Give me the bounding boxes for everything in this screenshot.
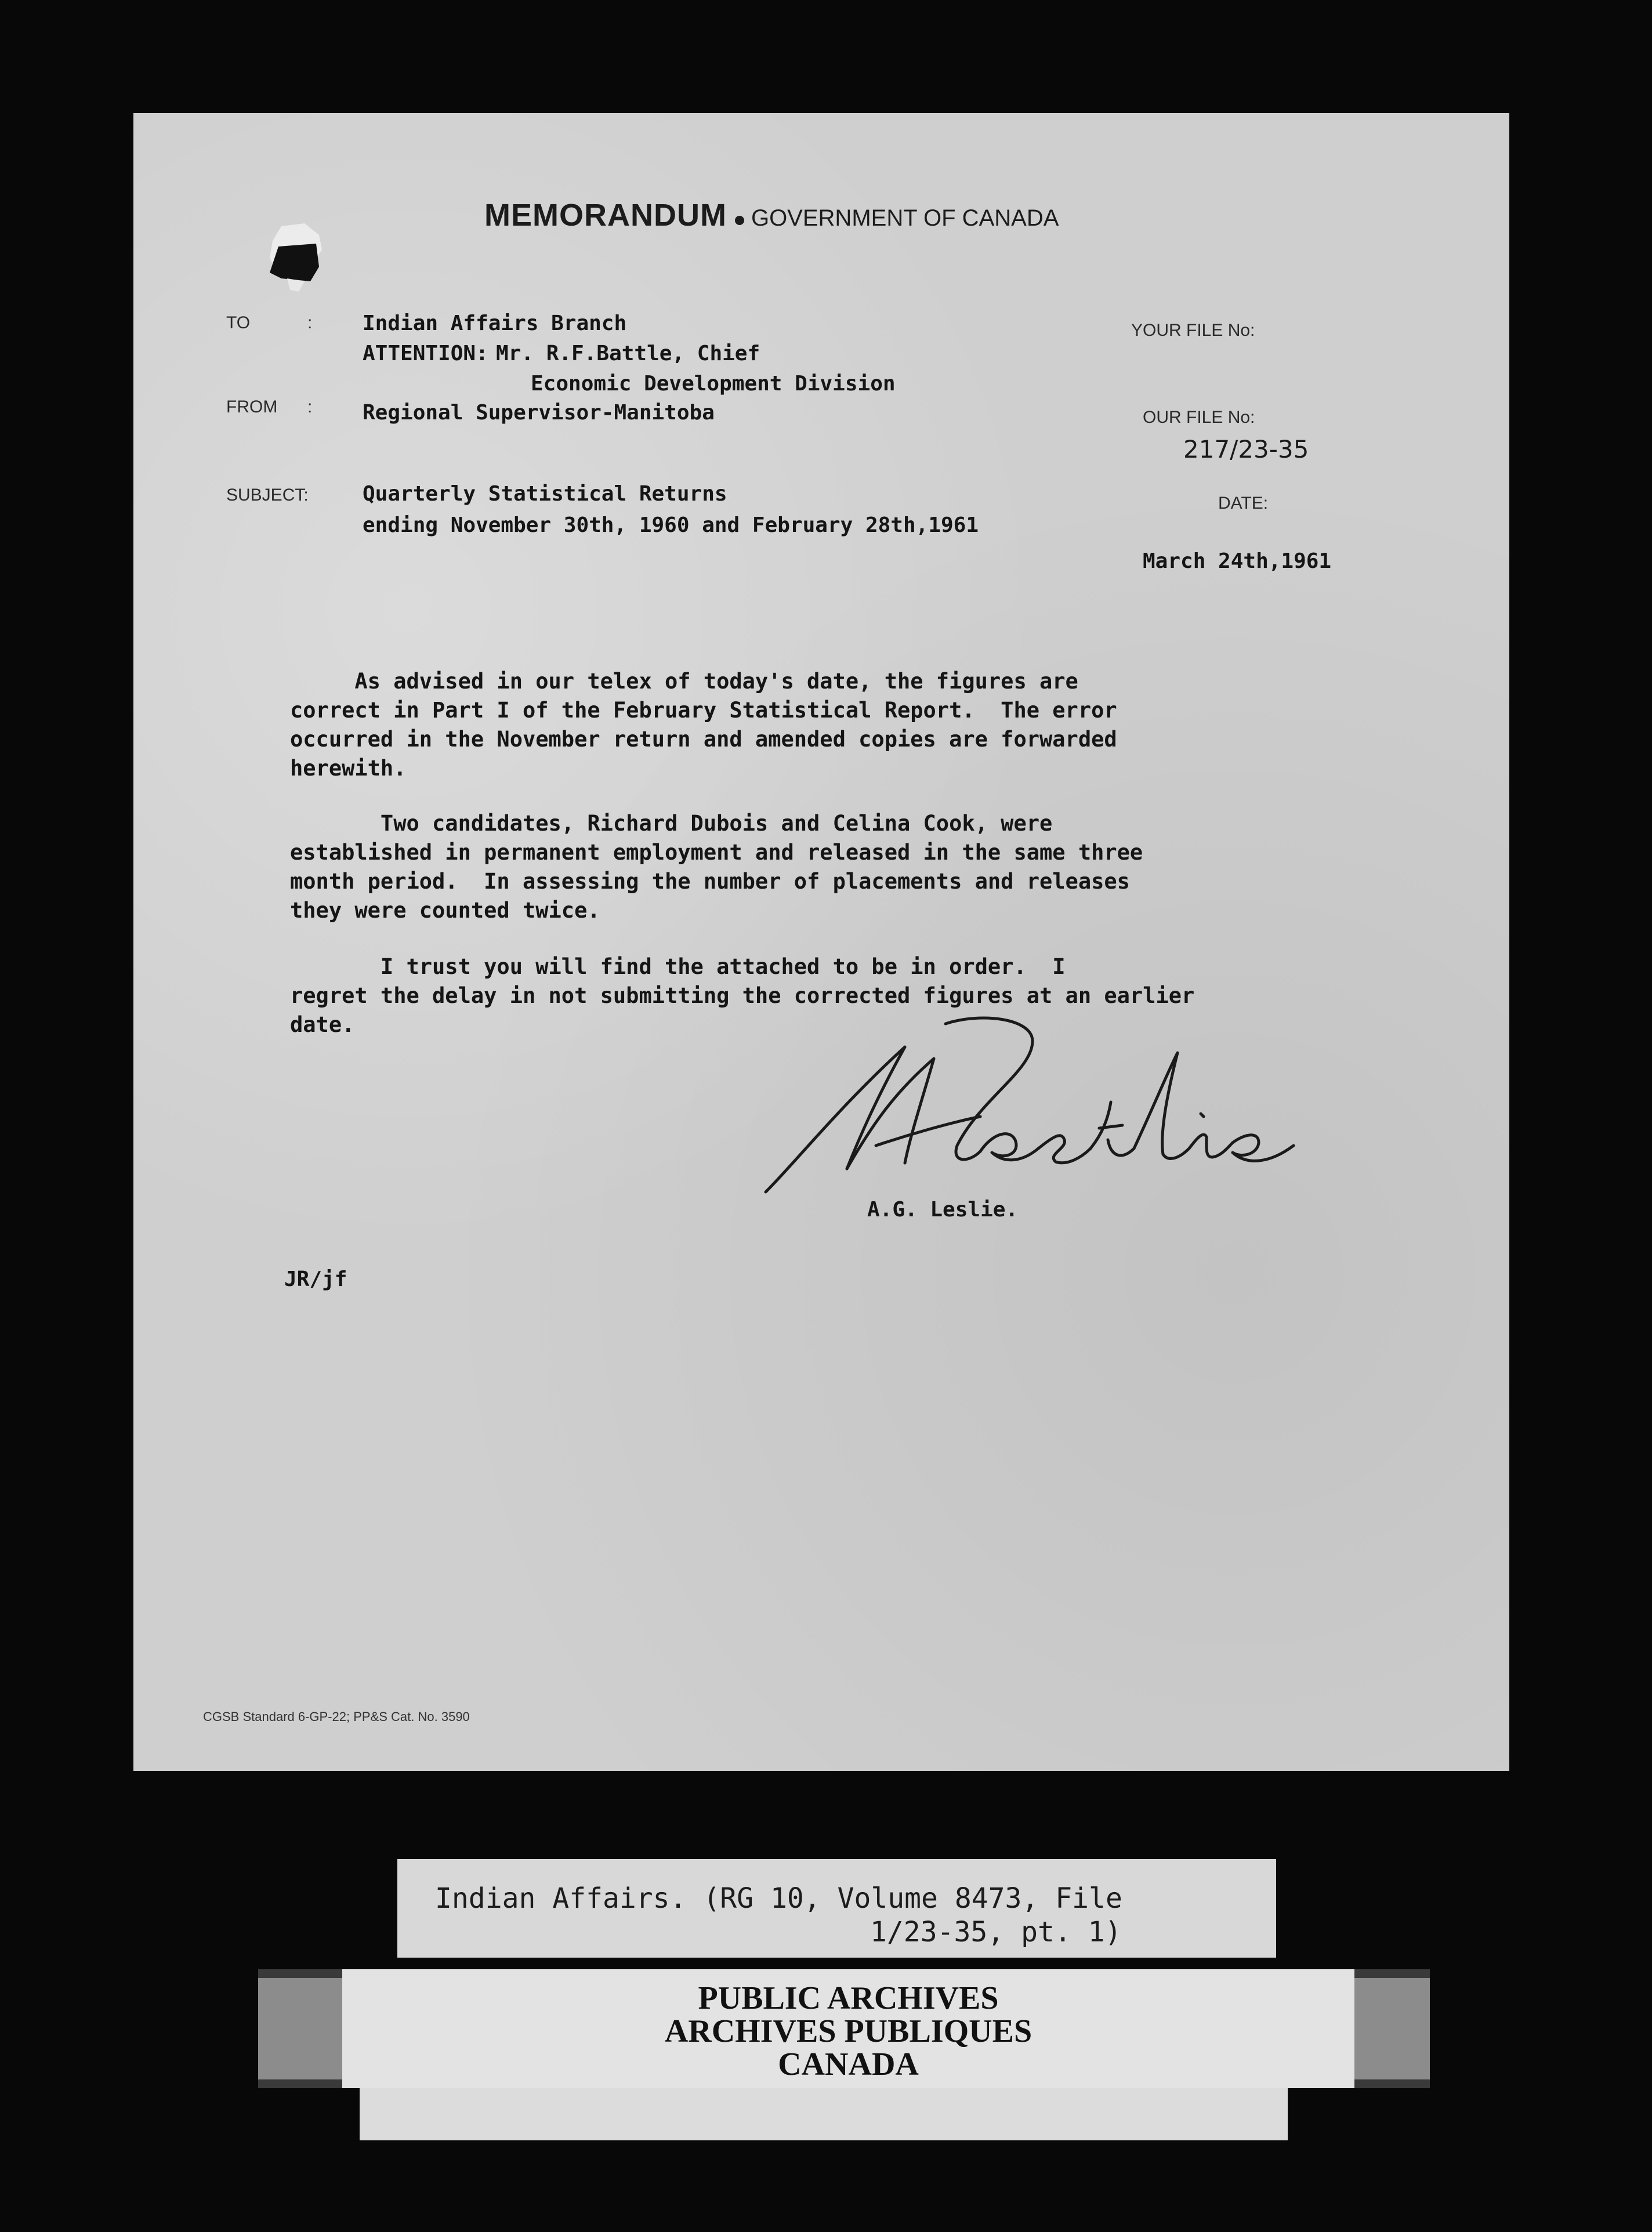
archive-stamp <box>342 1969 1354 2088</box>
archive-reference-line-2: 1/23-35, pt. 1) <box>870 1916 1122 1948</box>
subject-line-2: ending November 30th, 1960 and February 28th,1961 <box>363 513 979 537</box>
torn-corner-mark <box>264 223 328 293</box>
handwritten-signature <box>760 1001 1317 1209</box>
date-label: DATE: <box>1218 494 1269 513</box>
attention-label: ATTENTION: <box>363 342 488 365</box>
body-paragraph-2: Two candidates, Richard Dubois and Celina Cook, were established in permanent employment and released in the same three month period. In assessing the number of placements and releases they were counted twice. <box>290 811 1143 923</box>
signatory-name: A.G. Leslie. <box>867 1198 1019 1222</box>
archive-reference-label <box>397 1859 1276 1958</box>
bottom-paper-edge <box>360 2088 1288 2140</box>
subject-line-1: Quarterly Statistical Returns <box>363 482 727 506</box>
to-colon: : <box>307 313 313 332</box>
our-file-number: 217/23-35 <box>1183 435 1309 463</box>
attention-name: Mr. R.F.Battle, Chief <box>496 342 760 365</box>
body-paragraph-1: As advised in our telex of today's date, the figures are correct in Part I of the February Statistical Report. The error occurred in the November return and amended copies are forwarded herewith. <box>290 669 1117 781</box>
to-label: TO <box>226 313 251 332</box>
stamp-line-2: ARCHIVES PUBLIQUES <box>664 2013 1032 2049</box>
from-sender: Regional Supervisor-Manitoba <box>363 401 715 425</box>
to-addressee: Indian Affairs Branch <box>363 311 627 335</box>
archive-reference-line-1: Indian Affairs. (RG 10, Volume 8473, File <box>435 1882 1122 1915</box>
attention-division: Economic Development Division <box>531 372 896 396</box>
body-paragraph-3: I trust you will find the attached to be in order. I regret the delay in not submitting the corrected figures at an earlier date. <box>290 954 1195 1037</box>
memo-header <box>484 197 1059 233</box>
subject-label: SUBJECT: <box>226 485 309 505</box>
typist-initials: JR/jf <box>284 1267 347 1291</box>
header-bullet <box>735 216 744 225</box>
archive-stamp-strip <box>258 1969 1430 2088</box>
from-colon: : <box>307 397 313 416</box>
our-file-label: OUR FILE No: <box>1143 408 1255 427</box>
form-catalogue-number: CGSB Standard 6-GP-22; PP&S Cat. No. 3590 <box>203 1709 470 1724</box>
stamp-line-3: CANADA <box>778 2046 919 2082</box>
your-file-label: YOUR FILE No: <box>1131 321 1255 340</box>
memo-page <box>133 113 1509 1771</box>
memo-date: March 24th,1961 <box>1143 549 1332 573</box>
memo-title: MEMORANDUM <box>484 198 727 233</box>
memo-subtitle: GOVERNMENT OF CANADA <box>751 205 1059 231</box>
stamp-line-1: PUBLIC ARCHIVES <box>698 1980 999 2016</box>
from-label: FROM <box>226 397 278 416</box>
